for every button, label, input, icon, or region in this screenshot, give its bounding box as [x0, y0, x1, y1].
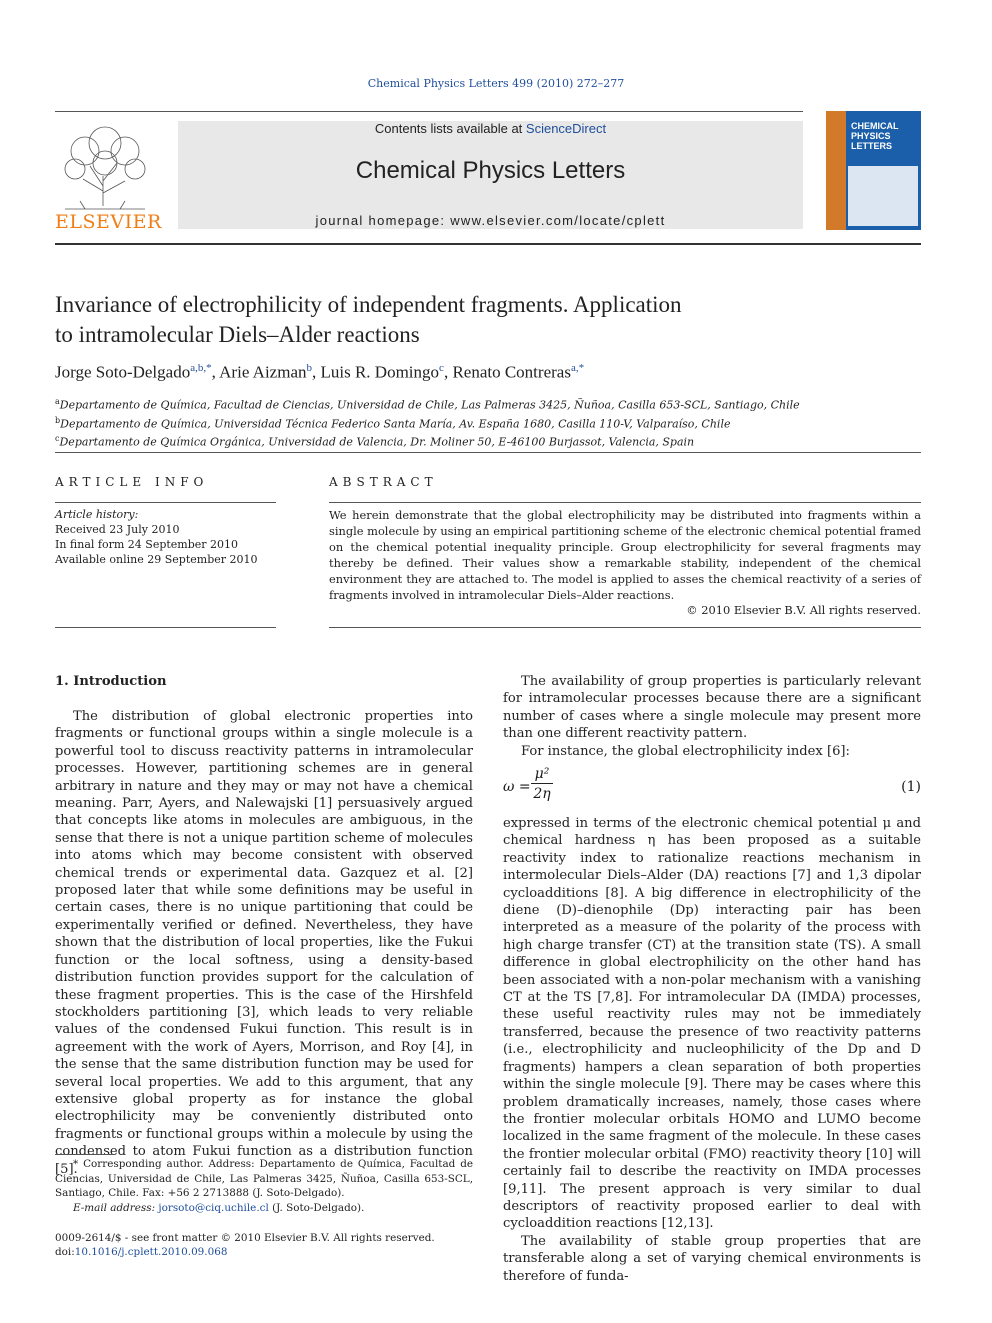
author-list: Jorge Soto-Delgado$^{a,b,*}$, Arie Aizman$^b$, Luis R. Domingo$^c$, Renato Contreras$^{a,*}$ — [55, 362, 585, 382]
journal-homepage[interactable]: journal homepage: www.elsevier.com/locate/cplett — [315, 213, 666, 228]
equation-1 — [503, 765, 921, 809]
abstract-heading: ABSTRACT — [329, 475, 438, 489]
copyright-notice: © 2010 Elsevier B.V. All rights reserved. — [686, 603, 921, 617]
author-name: Jorge Soto-Delgado — [55, 362, 191, 382]
affiliation-list — [55, 394, 915, 450]
abstract-text: We herein demonstrate that the global electrophilicity may be distributed into fragments within a single molecule by using an empirical partitioning scheme of the electronic chemical potential framed on the chemical potential inequality principle. Group electrophilicity for several fragments may thereby be defined. Their values show a remarkable stability, independent of the chemical environment they are attached to. The model is applied to asses the chemical reactivity of a series of fragments involved in intramolecular Diels–Alder reactions. — [329, 508, 921, 602]
author-affiliation-mark[interactable]: a,* — [570, 362, 585, 374]
journal-cover-thumbnail — [826, 111, 921, 230]
article-info-rule — [55, 502, 276, 503]
equation-denominator: 2η — [533, 786, 551, 802]
contents-line — [178, 121, 803, 136]
email-label: E-mail address: — [73, 1201, 159, 1214]
revised-date: In final form 24 September 2010 — [55, 538, 239, 551]
cover-strip — [826, 111, 846, 230]
body-right-column-top — [503, 673, 921, 760]
article-history — [55, 507, 280, 567]
email-link[interactable]: jorsoto@ciq.uchile.cl — [158, 1201, 269, 1214]
issn-line: 0009-2614/$ - see front matter © 2010 Elsevier B.V. All rights reserved. — [55, 1232, 435, 1244]
affiliation-rule — [55, 452, 921, 453]
affiliation-mark: c — [55, 434, 60, 444]
sciencedirect-link[interactable]: ScienceDirect — [525, 121, 607, 136]
author-name: Renato Contreras — [452, 362, 571, 382]
publisher-wordmark: ELSEVIER — [55, 211, 162, 233]
body-paragraph: The availability of group properties is particularly relevant for intramolecular processes because there are a significant number of cases where a single molecule may present more than one different reactivity pattern. — [503, 674, 921, 742]
equation-numerator: μ² — [531, 765, 553, 784]
body-paragraph: The availability of stable group properties that are transferable along a set of varying chemical environments is therefore of funda- — [503, 1233, 921, 1284]
equation-number: (1) — [901, 779, 921, 795]
paper-title — [55, 290, 855, 350]
abstract-rule — [329, 502, 921, 503]
doi-link[interactable]: 10.1016/j.cplett.2010.09.068 — [74, 1246, 228, 1258]
doi-prefix: doi: — [55, 1246, 75, 1258]
abstract-rule-bottom — [329, 627, 921, 628]
cover-title: CHEMICAL PHYSICS LETTERS — [851, 121, 899, 151]
body-right-column-bottom — [503, 815, 921, 1285]
affiliation-text: Departamento de Química, Facultad de Ciencias, Universidad de Chile, Las Palmeras 3425, Ñuñoa, Casilla 653-SCL, Santiago, Chile — [59, 398, 800, 412]
doi-line — [55, 1245, 475, 1259]
affiliation-mark: b — [55, 415, 61, 425]
footnote-block — [55, 1157, 473, 1215]
affiliation — [55, 431, 915, 450]
email-note — [55, 1201, 473, 1216]
email-suffix: (J. Soto-Delgado). — [268, 1201, 365, 1214]
section-heading: 1. Introduction — [55, 674, 167, 689]
article-info-rule-bottom — [55, 627, 276, 628]
author-affiliation-mark[interactable]: a,b,* — [190, 362, 212, 374]
corresponding-author-note: * Corresponding author. Address: Departamento de Química, Facultad de Ciencias, Universidad de Chile, Las Palmeras 3425, Ñuñoa, Casilla 653-SCL, Santiago, Chile. Fax: +56 2 2713888 (J. Soto-Delgado). — [55, 1158, 473, 1199]
paper-title-line2: to intramolecular Diels–Alder reactions — [55, 322, 420, 347]
masthead-rule — [55, 243, 921, 245]
affiliation — [55, 413, 915, 432]
journal-reference[interactable]: Chemical Physics Letters 499 (2010) 272–277 — [367, 77, 625, 90]
body-paragraph: For instance, the global electrophilicity index [6]: — [521, 743, 850, 759]
equation-lhs: ω = — [503, 779, 531, 795]
journal-title: Chemical Physics Letters — [355, 157, 626, 184]
body-left-column — [55, 708, 473, 1178]
paper-title-line1: Invariance of electrophilicity of independent fragments. Application — [55, 292, 682, 317]
body-paragraph: The distribution of global electronic properties into fragments or functional groups within a single molecule is a powerful tool to discuss reactivity patterns in intramolecular processes. However, partitioning schemes are in general arbitrary in nature and they may or may not have a chemical meaning. Parr, Ayers, and Nalewajski [1] persuasively argued that concepts like atoms in molecules are ambiguous, in the sense that there is not a unique partition scheme of molecules into atoms which may become consistent with observed chemical trends or experimental data. Gazquez et al. [2] proposed later that while some definitions may be useful in certain cases, there is no unique partitioning that could be experimentally verified or defined. Nevertheless, they have shown that the distribution of local properties, like the Fukui function or the local softness, using a density-based distribution function provides support for the calculation of these fragment properties. This is the case of the Hirshfeld stockholders partitioning [3], which leads to very reliable values of the condensed Fukui function. This result is in agreement with the work of Ayers, Morrison, and Roy [4], in the sense that the same distribution function may be used for several local properties. We add to this argument, that any extensive global property as for instance the global electrophilicity may be conveniently distributed onto fragments or functional groups within a molecule by using the condensed to atom Fukui function as a distribution function [5]. — [55, 709, 473, 1177]
affiliation-mark: a — [55, 397, 60, 406]
author-name: Luis R. Domingo — [320, 362, 440, 382]
cover-graphic — [848, 166, 918, 226]
body-paragraph: expressed in terms of the electronic chemical potential μ and chemical hardness η has been proposed as a suitable reactivity index to rationalize reactions mechanism in intermolecular Diels–Alder (DA) reactions [7] and 1,3 dipolar cycloadditions [8]. A big difference in electrophilicity of the diene (D)–dienophile (Dp) interacting pair has been interpreted as a measure of the polarity of the process with high charge transfer (CT) at the transition state (TS). A small difference in global electrophilicity on the other hand has been associated with a non-polar mechanism with a vanishing CT at the TS [7,8]. For intramolecular DA (IMDA) processes, these useful reactivity rules may not be immediately transferred, because the presence of two reactivity patterns (i.e., electrophilicity and nucleophilicity of the Dp and D fragments) hampers a clean separation of both properties within the single molecule [9]. There may be cases where this problem dramatically increases, namely, those cases where the frontier molecular orbitals HOMO and LUMO become localized in the same fragment of the molecule. In these cases the frontier molecular orbital (FMO) reactivity theory [10] will certainly fail to describe the reactivity on IMDA processes [9,11]. The present approach is very similar to dual descriptors of reactivity proposed earlier to deal with cycloaddition reactions [12,13]. — [503, 816, 921, 1232]
author-name: Arie Aizman — [219, 362, 307, 382]
online-date: Available online 29 September 2010 — [55, 553, 258, 566]
affiliation — [55, 394, 915, 413]
author-affiliation-mark[interactable]: b — [306, 362, 312, 374]
history-label: Article history: — [55, 508, 139, 521]
footnote-rule — [55, 1154, 115, 1155]
received-date: Received 23 July 2010 — [55, 523, 180, 536]
affiliation-text: Departamento de Química, Universidad Técnica Federico Santa María, Av. España 1680, Casilla 110-V, Valparaíso, Chile — [60, 417, 731, 431]
issn-block — [55, 1231, 475, 1259]
equation-fraction — [531, 765, 553, 804]
affiliation-text: Departamento de Química Orgánica, Universidad de Valencia, Dr. Moliner 50, E-46100 Burjassot, Valencia, Spain — [59, 435, 695, 449]
header-rule — [55, 111, 803, 112]
contents-prefix: Contents lists available at — [374, 121, 526, 136]
author-affiliation-mark[interactable]: c — [439, 362, 444, 374]
article-info-heading: ARTICLE INFO — [55, 475, 209, 489]
